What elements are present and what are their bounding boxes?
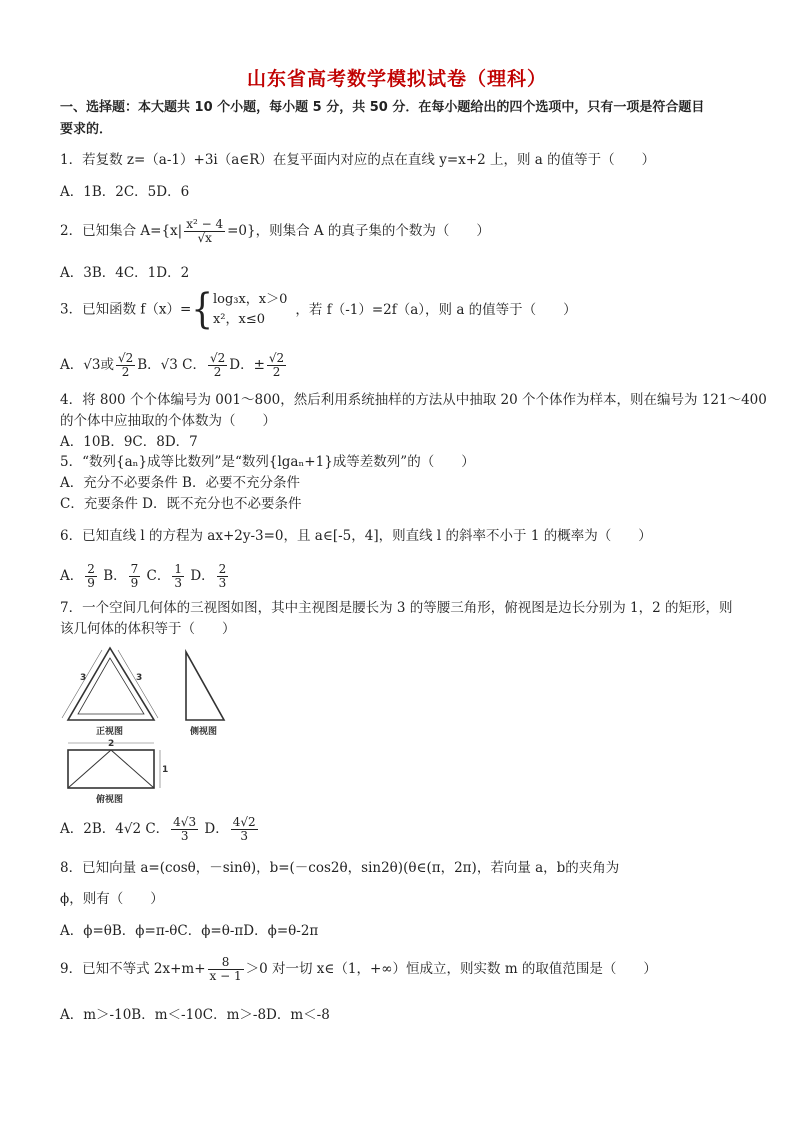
q2-options: A．3B．4C．1D．2 — [60, 265, 190, 281]
q7-frac-d — [231, 816, 258, 843]
section-heading-line2: 要求的． — [60, 122, 113, 137]
q6-opt-a-label: A． — [60, 568, 84, 584]
q1-options: A．1B．2C．5D．6 — [60, 184, 190, 200]
q9-frac-num: 8 — [208, 956, 244, 970]
page-title: 山东省高考数学模拟试卷（理科） — [246, 68, 547, 90]
three-view-figure — [60, 642, 240, 807]
q3-cases — [213, 290, 287, 330]
q3-frac-a-num: √2 — [117, 351, 134, 365]
q5-options-2: C．充要条件 D．既不充分也不必要条件 — [60, 496, 302, 512]
q6-c-num: 1 — [174, 562, 183, 576]
q3-options — [60, 352, 288, 379]
q6-b-den: 9 — [130, 576, 139, 590]
q6-frac-c — [172, 563, 184, 590]
front-view-label: 正视图 — [96, 727, 124, 737]
q7-frac-c — [171, 816, 198, 843]
q3-opt-d: D．± — [229, 357, 265, 373]
q2-frac-num: x² − 4 — [186, 217, 224, 231]
q6-a-den: 9 — [87, 576, 95, 590]
q8-line1: 8．已知向量 a=(cosθ，－sinθ)，b=(－cos2θ，sin2θ)(θ∈(π，2π)，若向量 a，b的夹角为 — [60, 860, 620, 876]
q6-opt-c-label: C． — [146, 568, 171, 584]
top-dim-width: 2 — [108, 739, 115, 749]
q3-frac-a-den: 2 — [121, 365, 130, 379]
q3-frac-c-den: 2 — [213, 365, 222, 379]
q6-d-num: 2 — [218, 562, 227, 576]
q9-fraction — [208, 956, 244, 983]
q6-stem: 6．已知直线 l 的方程为 ax+2y-3=0，且 a∈[-5，4]，则直线 l 的斜率不小于 1 的概率为（ ） — [60, 528, 652, 544]
front-dim-left: 3 — [80, 673, 87, 683]
q7-d-den: 3 — [240, 829, 248, 843]
q1-stem: 1．若复数 z=（a-1）+3i（a∈R）在复平面内对应的点在直线 y=x+2 上，则 a 的值等于（ ） — [60, 152, 656, 168]
q8-line2: ϕ，则有（ ） — [60, 891, 164, 907]
top-dim-height: 1 — [162, 765, 169, 775]
q2-fraction — [184, 218, 225, 245]
q3-frac-d-den: 2 — [272, 365, 281, 379]
q7-options — [60, 816, 260, 843]
q3-case1: log₃x，x＞0 — [212, 292, 288, 307]
q3-frac-c — [208, 352, 227, 379]
q6-opt-d-label: D． — [190, 568, 215, 584]
q6-frac-b — [129, 563, 141, 590]
q9-stem-post: ＞0 对一切 x∈（1，+∞）恒成立，则实数 m 的取值范围是（ ） — [245, 961, 657, 977]
top-view-label: 俯视图 — [96, 795, 124, 805]
q6-opt-b-label: B． — [103, 568, 127, 584]
q2-stem-pre: 2．已知集合 A={x| — [60, 223, 183, 239]
q3-stem — [60, 286, 577, 334]
q9-stem — [60, 956, 657, 983]
q3-stem-pre: 3．已知函数 f（x）= — [60, 301, 192, 318]
q7-c-num: 4√3 — [173, 815, 197, 829]
q2-frac-den: √x — [197, 231, 212, 245]
q9-frac-den: x − 1 — [209, 969, 242, 983]
q4-line1: 4．将 800 个个体编号为 001～800，然后利用系统抽样的方法从中抽取 20 个个体作为样本，则在编号为 121～400 — [60, 392, 767, 408]
q9-options: A．m＞-10B．m＜-10C．m＞-8D．m＜-8 — [60, 1007, 330, 1023]
q3-frac-d — [267, 352, 286, 379]
q3-stem-post: ，若 f（-1）=2f（a），则 a 的值等于（ ） — [295, 301, 577, 318]
q3-frac-d-num: √2 — [268, 351, 285, 365]
q3-case2: x²，x≤0 — [212, 312, 265, 327]
q3-opt-a: A．√3或 — [60, 357, 114, 373]
q8-options: A．ϕ=θB．ϕ=π-θC．ϕ=θ-πD．ϕ=θ-2π — [60, 923, 319, 939]
q2-stem — [60, 218, 490, 245]
q5-options-1: A．充分不必要条件 B．必要不充分条件 — [60, 475, 300, 491]
q6-c-den: 3 — [174, 576, 183, 590]
q6-options — [60, 563, 230, 590]
q3-frac-a — [116, 352, 135, 379]
q7-line1: 7．一个空间几何体的三视图如图，其中主视图是腰长为 3 的等腰三角形，俯视图是边长分别为 1，2 的矩形，则 — [60, 600, 733, 616]
front-view — [62, 648, 158, 737]
q3-opt-b: B．√3 C． — [137, 357, 206, 373]
q3-frac-c-num: √2 — [209, 351, 226, 365]
top-view — [68, 739, 168, 805]
q7-d-num: 4√2 — [232, 815, 256, 829]
q6-b-num: 7 — [130, 562, 139, 576]
q9-stem-pre: 9．已知不等式 2x+m+ — [60, 961, 206, 977]
q7-opt-ab: A．2B．4√2 C． — [60, 821, 170, 837]
q4-line2: 的个体中应抽取的个体数为（ ） — [60, 413, 276, 429]
section-heading-line1: 一、选择题：本大题共 10 个小题，每小题 5 分，共 50 分．在每小题给出的四个选项中，只有一项是符合题目 — [60, 100, 705, 115]
side-view-label: 侧视图 — [190, 727, 218, 737]
q4-options: A．10B．9C．8D．7 — [60, 434, 198, 450]
q5-stem: 5．“数列{aₙ}成等比数列”是“数列{lgaₙ+1}成等差数列”的（ ） — [60, 454, 475, 470]
q6-frac-a — [85, 563, 97, 590]
q2-stem-post: =0}，则集合 A 的真子集的个数为（ ） — [227, 223, 490, 239]
q7-c-den: 3 — [180, 829, 189, 843]
q3-brace: { — [191, 286, 213, 334]
front-dim-right: 3 — [136, 673, 143, 683]
q7-line2: 该几何体的体积等于（ ） — [60, 621, 236, 637]
q6-frac-d — [217, 563, 229, 590]
q7-opt-d-label: D． — [204, 821, 229, 837]
q6-a-num: 2 — [87, 562, 95, 576]
side-view — [186, 652, 224, 737]
q6-d-den: 3 — [218, 576, 227, 590]
